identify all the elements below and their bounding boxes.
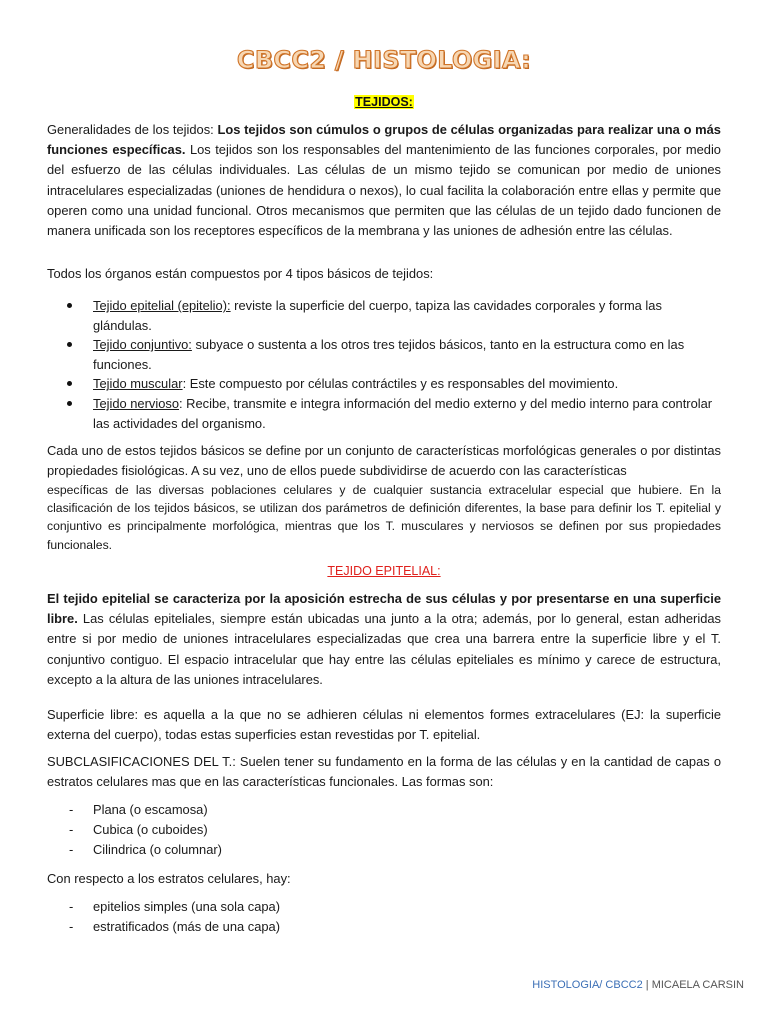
- tissue-description: reviste la superficie del cuerpo, tapiza las cavidades corporales y forma las glándulas.: [93, 298, 662, 333]
- document-title: CBCC2 / HISTOLOGIA:: [236, 46, 532, 74]
- paragraph-epitelial: [47, 589, 721, 690]
- footer-author: MICAELA CARSIN: [651, 979, 744, 991]
- paragraph-estratos: Con respecto a los estratos celulares, hay:: [47, 871, 291, 886]
- list-item: [47, 394, 721, 433]
- tissue-description: subyace o sustenta a los otros tres tejidos básicos, tanto en la estructura como en las funciones.: [93, 337, 685, 372]
- paragraph-caracteristicas-cont: específicas de las diversas poblaciones celulares y de cualquier sustancia extracelular especial que hubiere. En la clasificación de los tejidos básicos, se utilizan dos parámetros de definición diferentes, la base para definir los T. epitelial y conjuntivo es principalmente morfológica, mientras que los T. musculares y nerviosos se definen por sus propiedades funcionales.: [47, 483, 721, 552]
- list-item: [47, 374, 721, 394]
- paragraph-organos: Todos los órganos están compuestos por 4 tipos básicos de tejidos:: [47, 266, 434, 281]
- footer-separator: |: [642, 979, 652, 991]
- paragraph-body: Los tejidos son los responsables del mantenimiento de las funciones corporales, por medio del esfuerzo de las células individuales. Las células de un mismo tejido se comunican por medio de uniones intracelulares especializadas (uniones de hendidura o nexos), lo cual facilita la colaboración entre ellas y permite que operen como una unidad funcional. Otros mecanismos que permiten que las células de un tejido dado funcionen de manera unificada son los receptores específicos de la membrana y las uniones de adhesión entre las células.: [47, 142, 721, 239]
- tissue-term: Tejido nervioso: [93, 395, 179, 411]
- tissue-term: Tejido epitelial (epitelio):: [93, 298, 231, 313]
- paragraph-lead: Generalidades de los tejidos:: [47, 122, 214, 137]
- shapes-list: [47, 800, 721, 859]
- layers-list: [47, 897, 721, 937]
- list-item: - Cubica (o cuboides): [47, 820, 721, 840]
- paragraph-subclasificaciones: SUBCLASIFICACIONES DEL T.: Suelen tener su fundamento en la forma de las células y en la cantidad de capas o estratos celulares mas que en las características funcionales. Las formas son:: [47, 754, 721, 790]
- paragraph-bold-definition: Los tejidos son cúmulos o grupos de células organizadas para realizar una o más funciones específicas.: [47, 122, 721, 158]
- list-item: - Plana (o escamosa): [47, 800, 721, 820]
- paragraph-body: Cada uno de estos tejidos básicos se define por un conjunto de características morfológicas generales o por distintas propiedades fisiológicas. A su vez, uno de ellos puede subdividirse de acuerdo con las características: [47, 443, 721, 479]
- paragraph-body: Las células epiteliales, siempre están ubicadas una junto a la otra; además, por lo general, estan adheridas entre si por medio de uniones intracelulares especializadas que crea una barrera entre la superficie libre y el T. conjuntivo contiguo. El espacio intracelular que hay entre las células epiteliales es mínimo y carece de estructura, excepto a la altura de las uniones intracelulares.: [47, 611, 721, 687]
- list-item: - Cilindrica (o columnar): [47, 840, 721, 860]
- list-item: - epitelios simples (una sola capa): [47, 897, 721, 917]
- paragraph-superficie-libre: Superficie libre: es aquella a la que no se adhieren células ni elementos formes extracelulares (EJ: la superficie externa del cuerpo), todas estas superficies estan revestidas por T. epitelial.: [47, 707, 721, 743]
- tissue-term: Tejido conjuntivo:: [93, 337, 192, 353]
- list-item: [47, 335, 721, 374]
- tissue-list: [47, 296, 721, 433]
- paragraph-bold-definition: El tejido epitelial se caracteriza por la aposición estrecha de sus células y por presentarse en una superficie libre.: [47, 591, 721, 627]
- tissue-term: Tejido muscular: [93, 376, 183, 392]
- footer-subject: HISTOLOGIA/ CBCC2: [532, 979, 643, 991]
- section-heading-tejidos: [0, 95, 768, 109]
- paragraph-generalidades: [47, 120, 721, 241]
- tissue-description: : Este compuesto por células contráctiles y es responsables del movimiento.: [182, 376, 619, 392]
- page-footer: [532, 979, 744, 991]
- highlighted-heading: TEJIDOS:: [355, 95, 413, 109]
- list-item: [47, 296, 721, 335]
- tissue-description: : Recibe, transmite e integra información del medio externo y del medio interno para controlar las actividades del organismo.: [93, 395, 713, 431]
- section-heading-epitelial: TEJIDO EPITELIAL:: [327, 564, 441, 578]
- list-item: - estratificados (más de una capa): [47, 917, 721, 937]
- paragraph-caracteristicas: [47, 441, 721, 481]
